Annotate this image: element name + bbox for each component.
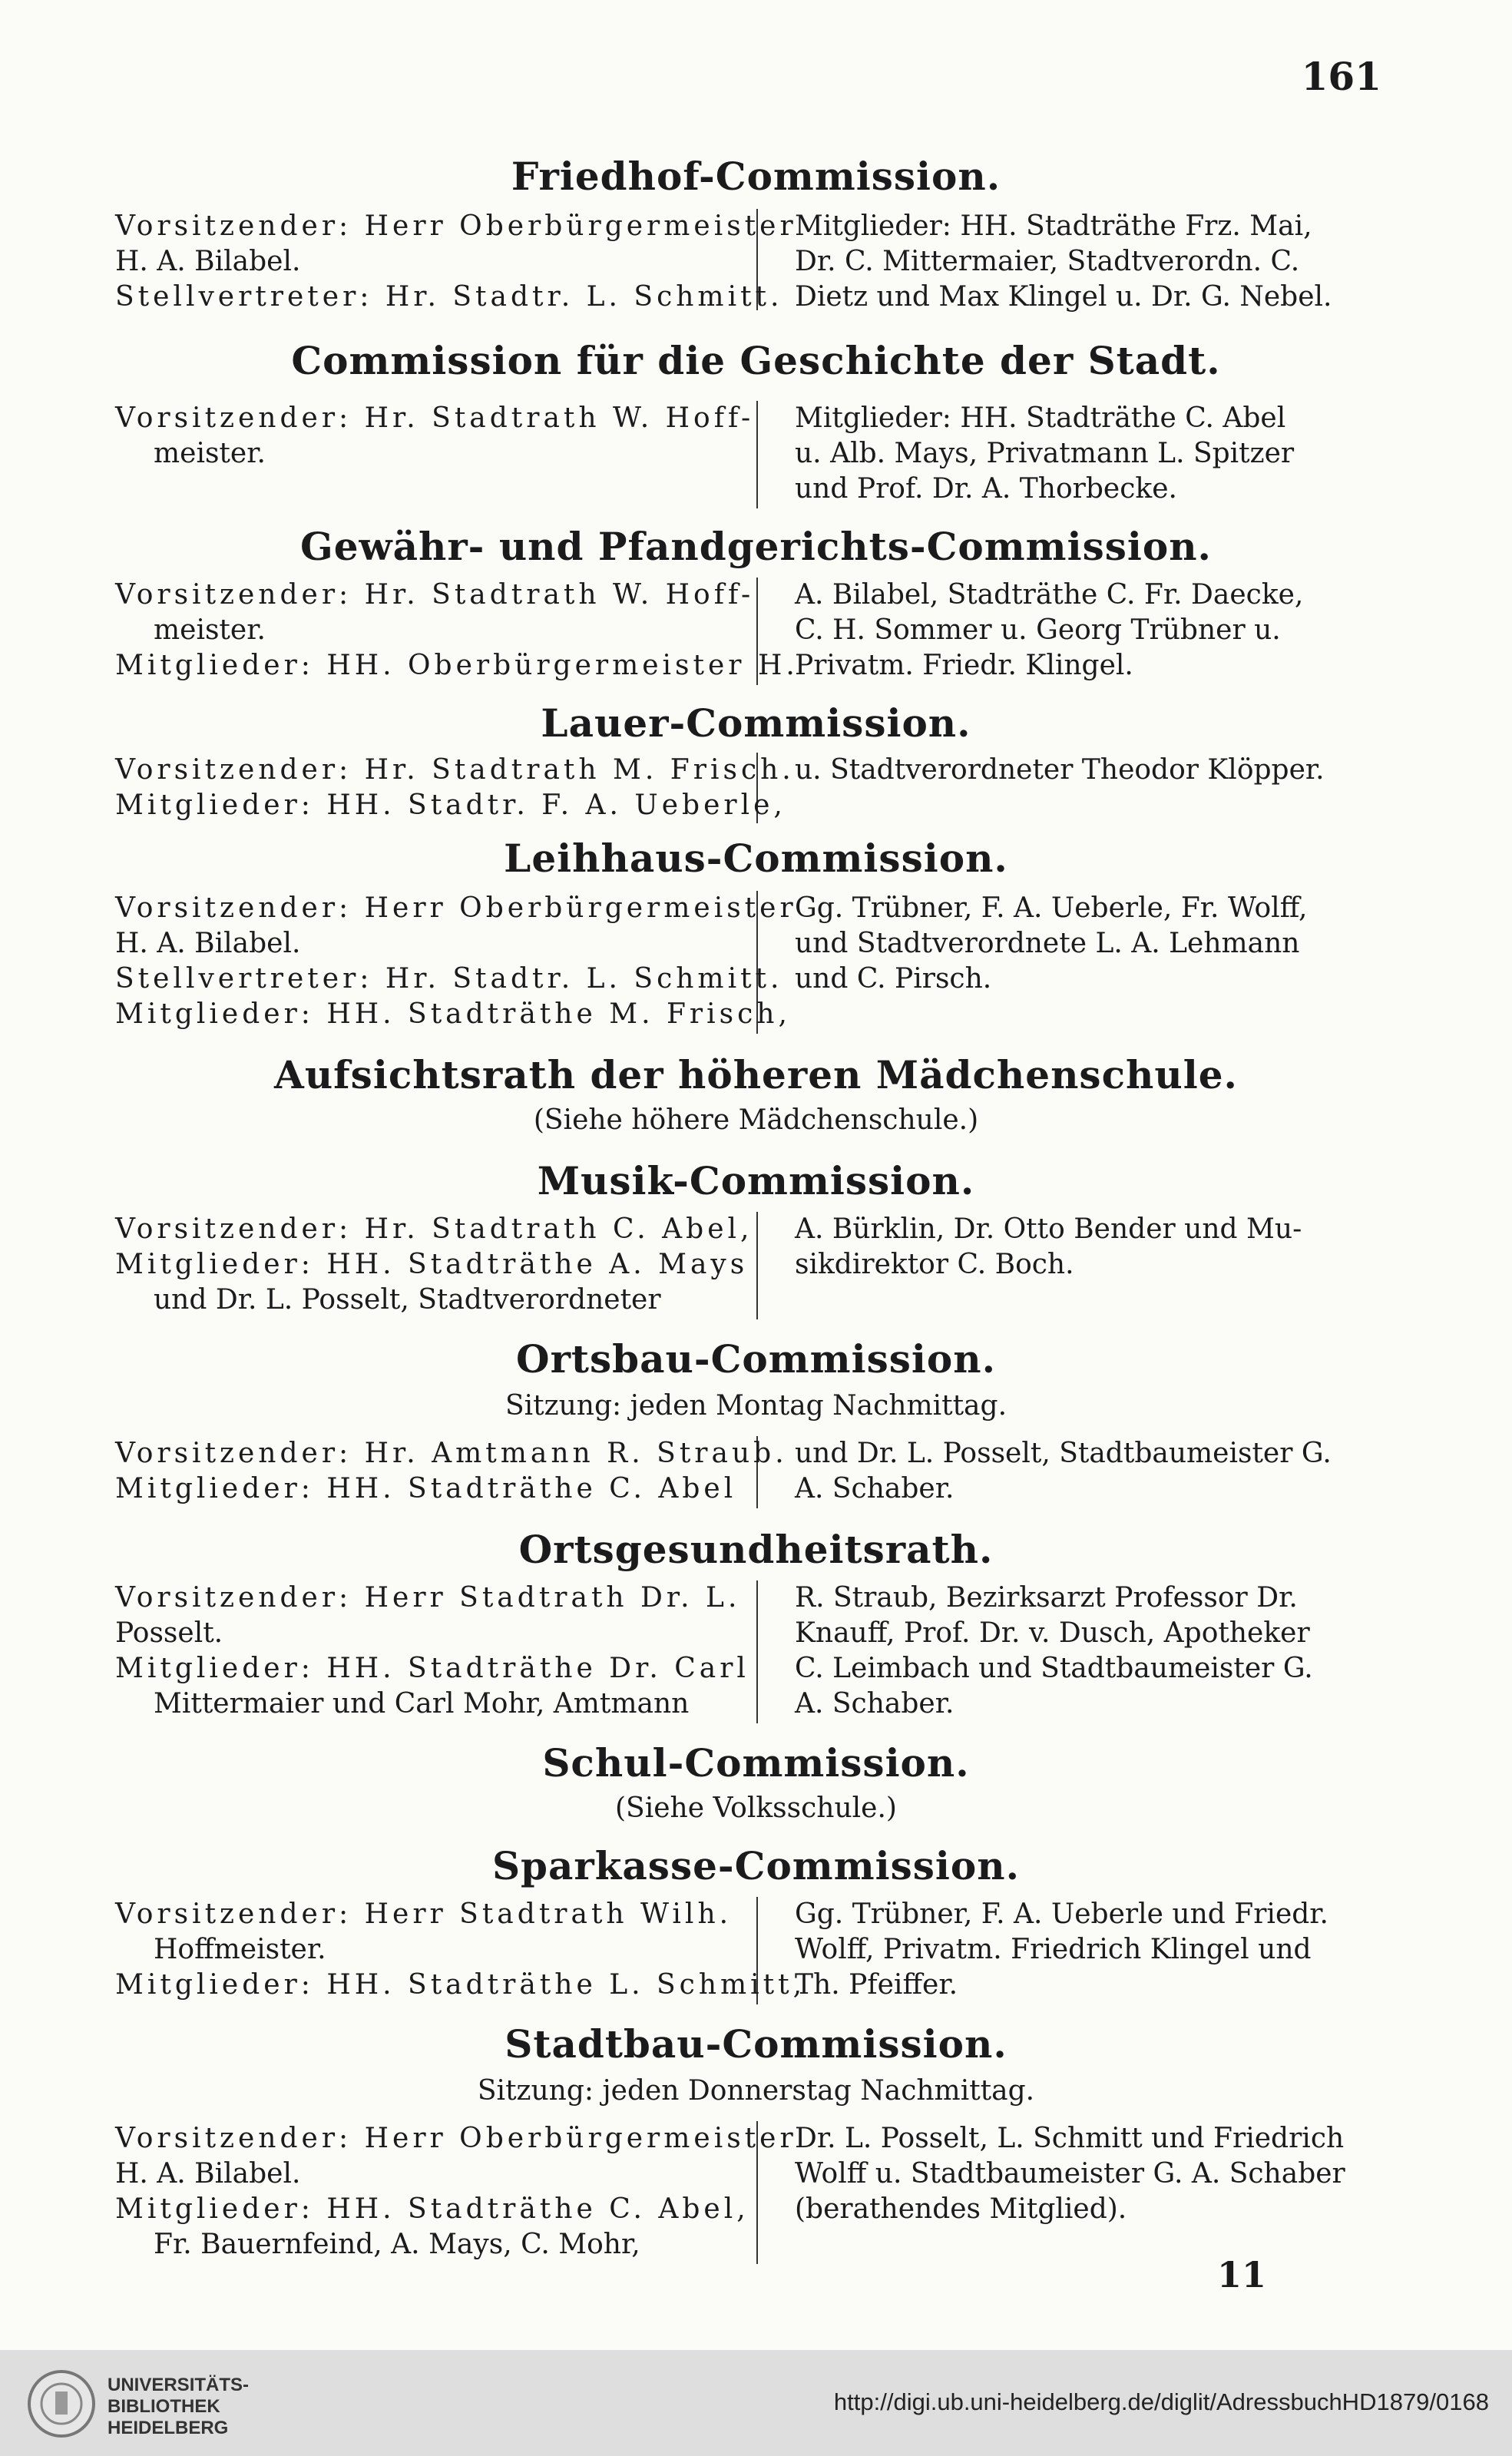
- section-left-column: [115, 1897, 806, 2003]
- text-line: Stellvertreter: Hr. Stadtr. L. Schmitt.: [115, 281, 783, 313]
- text-line: A. Schaber.: [795, 1688, 955, 1720]
- text-line: sikdirektor C. Boch.: [795, 1249, 1074, 1280]
- text-line: C. Leimbach und Stadtbaumeister G.: [795, 1653, 1313, 1684]
- section-note: Sitzung: jeden Montag Nachmittag.: [505, 1390, 1007, 1422]
- text-line: R. Straub, Bezirksarzt Professor Dr.: [795, 1582, 1298, 1614]
- text-line: Knauff, Prof. Dr. v. Dusch, Apotheker: [795, 1617, 1310, 1649]
- section-left-column: [115, 891, 797, 1032]
- text-line: Vorsitzender: Hr. Amtmann R. Straub.: [115, 1438, 788, 1469]
- text-line: Mitglieder: HH. Stadtr. F. A. Ueberle,: [115, 789, 786, 821]
- text-line: Vorsitzender: Hr. Stadtrath M. Frisch.: [115, 754, 795, 786]
- text-line: Vorsitzender: Hr. Stadtrath W. Hoff-: [115, 402, 755, 434]
- section-left-column: [115, 1212, 753, 1318]
- text-line: und C. Pirsch.: [795, 963, 992, 995]
- section-left-column: [115, 209, 797, 315]
- text-line: und Stadtverordnete L. A. Lehmann: [795, 928, 1300, 959]
- section-left-column: [115, 401, 755, 472]
- section-note: (Siehe Volksschule.): [615, 1792, 897, 1824]
- section-right-column: [795, 401, 1401, 507]
- text-line: u. Alb. Mays, Privatmann L. Spitzer: [795, 438, 1295, 469]
- text-line: Mittermaier und Carl Mohr, Amtmann: [154, 1688, 690, 1720]
- text-line: A. Bürklin, Dr. Otto Bender und Mu-: [795, 1213, 1302, 1245]
- column-divider: [756, 1581, 758, 1723]
- section-right-column: [795, 209, 1401, 315]
- text-line: H. A. Bilabel.: [115, 2158, 301, 2190]
- text-line: C. H. Sommer u. Georg Trübner u.: [795, 614, 1281, 646]
- text-line: A. Schaber.: [795, 1473, 955, 1504]
- text-line: Dr. L. Posselt, L. Schmitt und Friedrich: [795, 2123, 1345, 2154]
- text-line: Dietz und Max Klingel u. Dr. G. Nebel.: [795, 281, 1332, 313]
- text-line: Vorsitzender: Herr Stadtrath Dr. L.: [115, 1582, 741, 1614]
- text-line: Posselt.: [115, 1617, 223, 1649]
- column-divider: [756, 1212, 758, 1319]
- text-line: H. A. Bilabel.: [115, 928, 301, 959]
- text-line: Gg. Trübner, F. A. Ueberle, Fr. Wolff,: [795, 892, 1308, 924]
- text-line: Mitglieder: HH. Stadträthe Dr. Carl: [115, 1653, 749, 1684]
- section-left-column: [115, 753, 795, 823]
- text-line: Vorsitzender: Hr. Stadtrath C. Abel,: [115, 1213, 753, 1245]
- section-title: Commission für die Geschichte der Stadt.: [291, 338, 1221, 383]
- viewer-footer: [0, 2350, 1512, 2456]
- text-line: Wolff, Privatm. Friedrich Klingel und: [795, 1934, 1312, 1965]
- section-title: Sparkasse-Commission.: [491, 1843, 1021, 1888]
- text-line: Mitglieder: HH. Stadträthe Frz. Mai,: [795, 210, 1312, 242]
- section-right-column: [795, 1897, 1401, 2003]
- section-right-column: [795, 1436, 1401, 1507]
- text-line: und Prof. Dr. A. Thorbecke.: [795, 473, 1177, 505]
- text-line: Hoffmeister.: [154, 1934, 326, 1965]
- text-line: Privatm. Friedr. Klingel.: [795, 650, 1133, 681]
- section-right-column: [795, 2121, 1401, 2227]
- text-line: u. Stadtverordneter Theodor Klöpper.: [795, 754, 1325, 786]
- text-line: Mitglieder: HH. Stadträthe L. Schmitt,: [115, 1969, 806, 2001]
- text-line: Mitglieder: HH. Oberbürgermeister H.: [115, 650, 799, 681]
- text-line: H. A. Bilabel.: [115, 246, 301, 277]
- section-note: (Siehe höhere Mädchenschule.): [533, 1104, 979, 1136]
- section-right-column: [795, 1581, 1401, 1722]
- text-line: Mitglieder: HH. Stadträthe M. Frisch,: [115, 998, 791, 1030]
- section-title: Aufsichtsrath der höheren Mädchenschule.: [274, 1052, 1238, 1097]
- institution-name: [108, 2375, 249, 2439]
- text-line: Dr. C. Mittermaier, Stadtverordn. C.: [795, 246, 1300, 277]
- section-title: Gewähr- und Pfandgerichts-Commission.: [300, 524, 1212, 569]
- text-line: Mitglieder: HH. Stadträthe C. Abel,: [115, 2193, 749, 2225]
- text-line: Gg. Trübner, F. A. Ueberle und Friedr.: [795, 1898, 1328, 1930]
- text-line: Mitglieder: HH. Stadträthe C. Abel: [795, 402, 1286, 434]
- section-title: Ortsbau-Commission.: [516, 1336, 996, 1382]
- institution-line: UNIVERSITÄTS-: [108, 2375, 250, 2395]
- section-left-column: [115, 578, 799, 684]
- section-title: Ortsgesundheitsrath.: [518, 1527, 994, 1572]
- text-line: Vorsitzender: Hr. Stadtrath W. Hoff-: [115, 579, 755, 611]
- section-right-column: [795, 753, 1401, 788]
- text-line: Mitglieder: HH. Stadträthe C. Abel: [115, 1473, 737, 1504]
- section-note: Sitzung: jeden Donnerstag Nachmittag.: [477, 2075, 1035, 2107]
- section-left-column: [115, 1436, 788, 1507]
- column-divider: [756, 401, 758, 508]
- text-line: Wolff u. Stadtbaumeister G. A. Schaber: [795, 2158, 1345, 2190]
- section-title: Leihhaus-Commission.: [504, 836, 1008, 881]
- section-right-column: [795, 1212, 1401, 1283]
- text-line: Vorsitzender: Herr Oberbürgermeister: [115, 210, 797, 242]
- text-line: Fr. Bauernfeind, A. Mays, C. Mohr,: [154, 2229, 640, 2260]
- university-seal-icon: [26, 2368, 97, 2439]
- text-line: Th. Pfeiffer.: [795, 1969, 958, 2001]
- text-line: meister.: [154, 614, 266, 646]
- section-title: Lauer-Commission.: [541, 700, 971, 746]
- section-title: Stadtbau-Commission.: [505, 2021, 1007, 2067]
- section-title: Musik-Commission.: [537, 1158, 975, 1203]
- text-line: Vorsitzender: Herr Oberbürgermeister: [115, 892, 797, 924]
- institution-line: HEIDELBERG: [108, 2418, 229, 2438]
- text-line: Vorsitzender: Herr Oberbürgermeister: [115, 2123, 797, 2154]
- institution-line: BIBLIOTHEK: [108, 2396, 220, 2417]
- text-line: und Dr. L. Posselt, Stadtverordneter: [154, 1284, 661, 1316]
- signature-mark: 11: [1216, 2254, 1266, 2295]
- section-right-column: [795, 891, 1401, 997]
- section-right-column: [795, 578, 1401, 684]
- text-line: Mitglieder: HH. Stadträthe A. Mays: [115, 1249, 749, 1280]
- text-line: (berathendes Mitglied).: [795, 2193, 1127, 2225]
- section-title: Friedhof-Commission.: [511, 154, 1001, 199]
- page-number: 161: [1301, 54, 1381, 99]
- text-line: Stellvertreter: Hr. Stadtr. L. Schmitt.: [115, 963, 783, 995]
- source-url-link[interactable]: http://digi.ub.uni-heidelberg.de/diglit/AdressbuchHD1879/0168: [833, 2388, 1489, 2415]
- text-line: meister.: [154, 438, 266, 469]
- section-title: Schul-Commission.: [542, 1740, 970, 1786]
- text-line: Vorsitzender: Herr Stadtrath Wilh.: [115, 1898, 733, 1930]
- section-left-column: [115, 2121, 797, 2262]
- text-line: A. Bilabel, Stadträthe C. Fr. Daecke,: [795, 579, 1304, 611]
- text-line: und Dr. L. Posselt, Stadtbaumeister G.: [795, 1438, 1332, 1469]
- section-left-column: [115, 1581, 749, 1722]
